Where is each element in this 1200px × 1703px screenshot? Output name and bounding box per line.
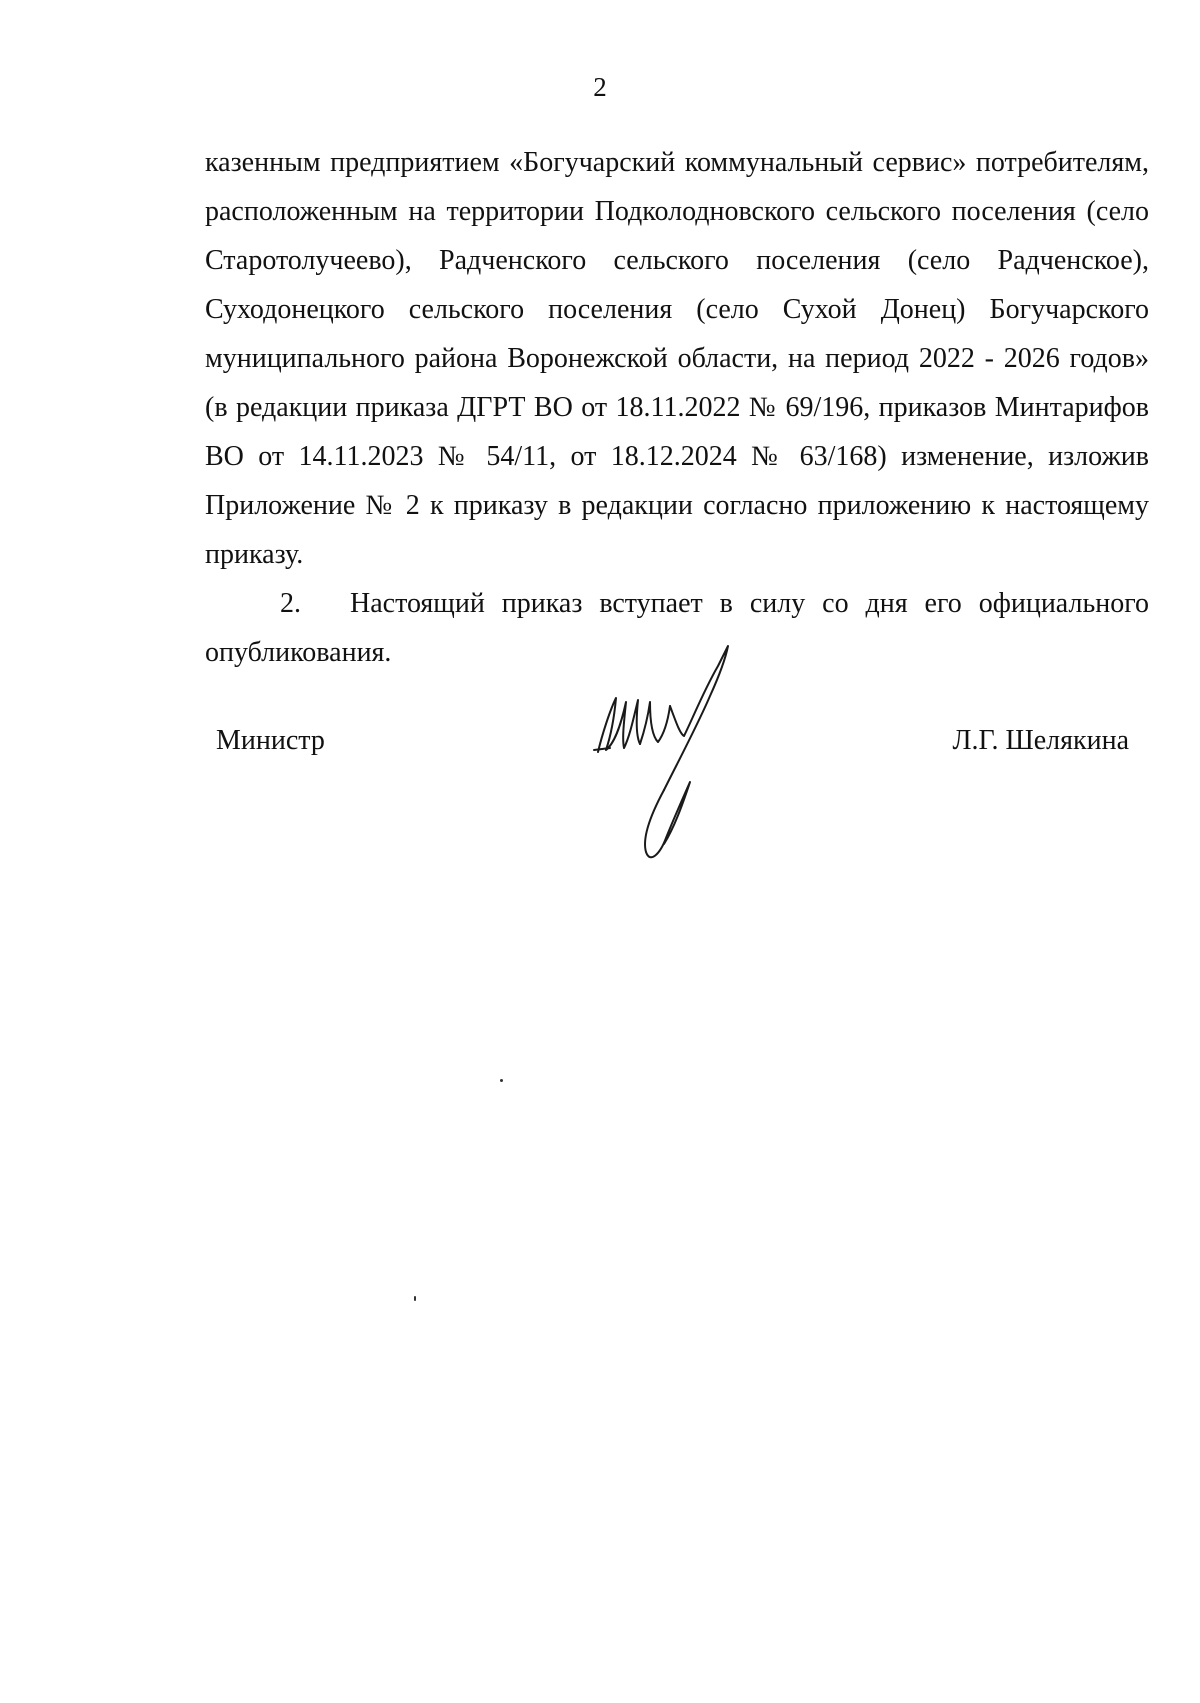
signer-position: Министр [216, 725, 325, 756]
signer-name: Л.Г. Шелякина [952, 725, 1129, 756]
page-number: 2 [593, 72, 607, 102]
document-body [205, 138, 1149, 677]
handwritten-signature [580, 640, 750, 865]
item-text: Настоящий приказ вступает в силу со дня его официального опубликования. [205, 588, 1149, 668]
scan-speck [500, 1079, 503, 1082]
signature-block [205, 700, 1149, 880]
item-number: 2. [280, 588, 301, 619]
scan-speck [414, 1296, 416, 1301]
body-paragraph: казенным предприятием «Богучарский коммунальный сервис» потребителям, расположенным на территории Подколодновского сельского поселения (село Старотолучеево), Радченского сельского поселения (село Радченское), Суходонецкого сельского поселения (село Сухой Донец) Богучарского муниципального района Воронежской области, на период 2022 - 2026 годов» (в редакции приказа ДГРТ ВО от 18.11.2022 № 69/196, приказов Минтарифов ВО от 14.11.2023 № 54/11, от 18.12.2024 № 63/168) изменение, изложив Приложение № 2 к приказу в редакции согласно приложению к настоящему приказу. [205, 147, 1149, 570]
